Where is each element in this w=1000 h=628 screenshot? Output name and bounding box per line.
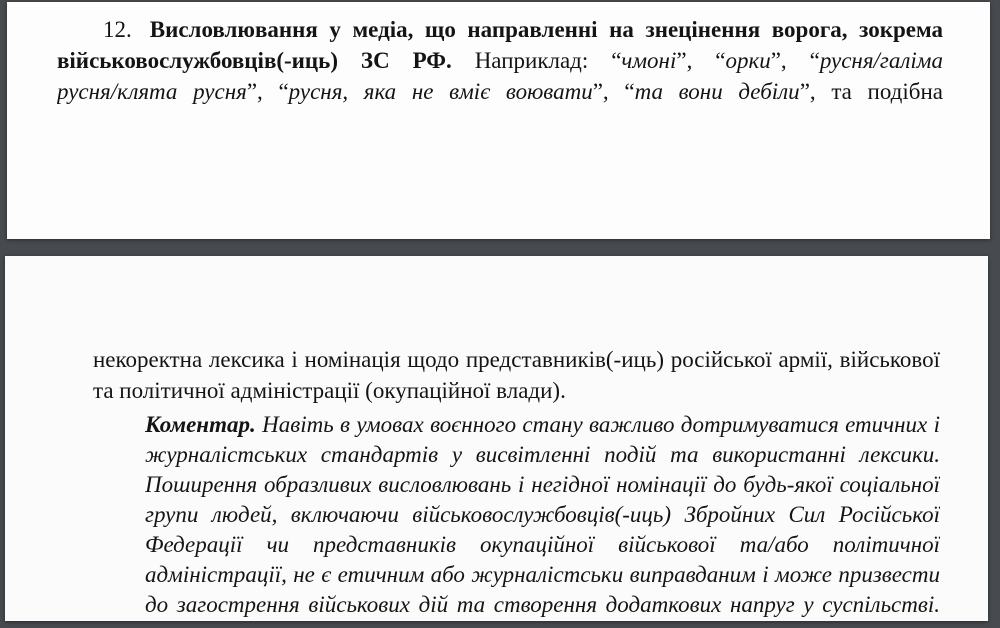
text-line: Федерації чи представників окупаційної військової та/або політичної	[145, 532, 940, 557]
text-line: до загострення військових дій та створення додаткових напруг у суспільстві.	[145, 592, 940, 617]
text-line: військовослужбовців(-иць) ЗС РФ. Наприклад: “чмоні”, “орки”, “русня/галіма	[57, 48, 943, 73]
paragraph-continuation	[93, 344, 940, 406]
paragraph-12	[57, 14, 943, 107]
text-line: Поширення образливих висловлювань і негідної номінації до будь-якої соціальної	[145, 472, 940, 497]
text-line: та політичної адміністрації (окупаційної влади).	[93, 378, 566, 403]
text-line: русня/клята русня”, “русня, яка не вміє воювати”, “та вони дебіли”, та подібна	[57, 79, 943, 104]
text-line: адміністрації, не є етичним або журналістськи виправданим і може призвести	[145, 562, 940, 587]
text-line: Коментар. Навіть в умовах воєнного стану важливо дотримуватися етичних і	[145, 412, 940, 437]
text-line: 12. Висловлювання у медіа, що направленні на знецінення ворога, зокрема	[103, 17, 943, 42]
text-line: журналістських стандартів у висвітленні подій та використанні лексики.	[145, 442, 940, 467]
page-fragment-top	[7, 2, 990, 239]
text-line: групи людей, включаючи військовослужбовців(-иць) Збройних Сил Російської	[145, 502, 940, 527]
page-fragment-bottom	[5, 256, 988, 621]
text-line: некоректна лексика і номінація щодо представників(-иць) російської армії, військової	[93, 347, 940, 372]
page-body-text	[93, 344, 940, 620]
comment-paragraph	[145, 410, 940, 620]
